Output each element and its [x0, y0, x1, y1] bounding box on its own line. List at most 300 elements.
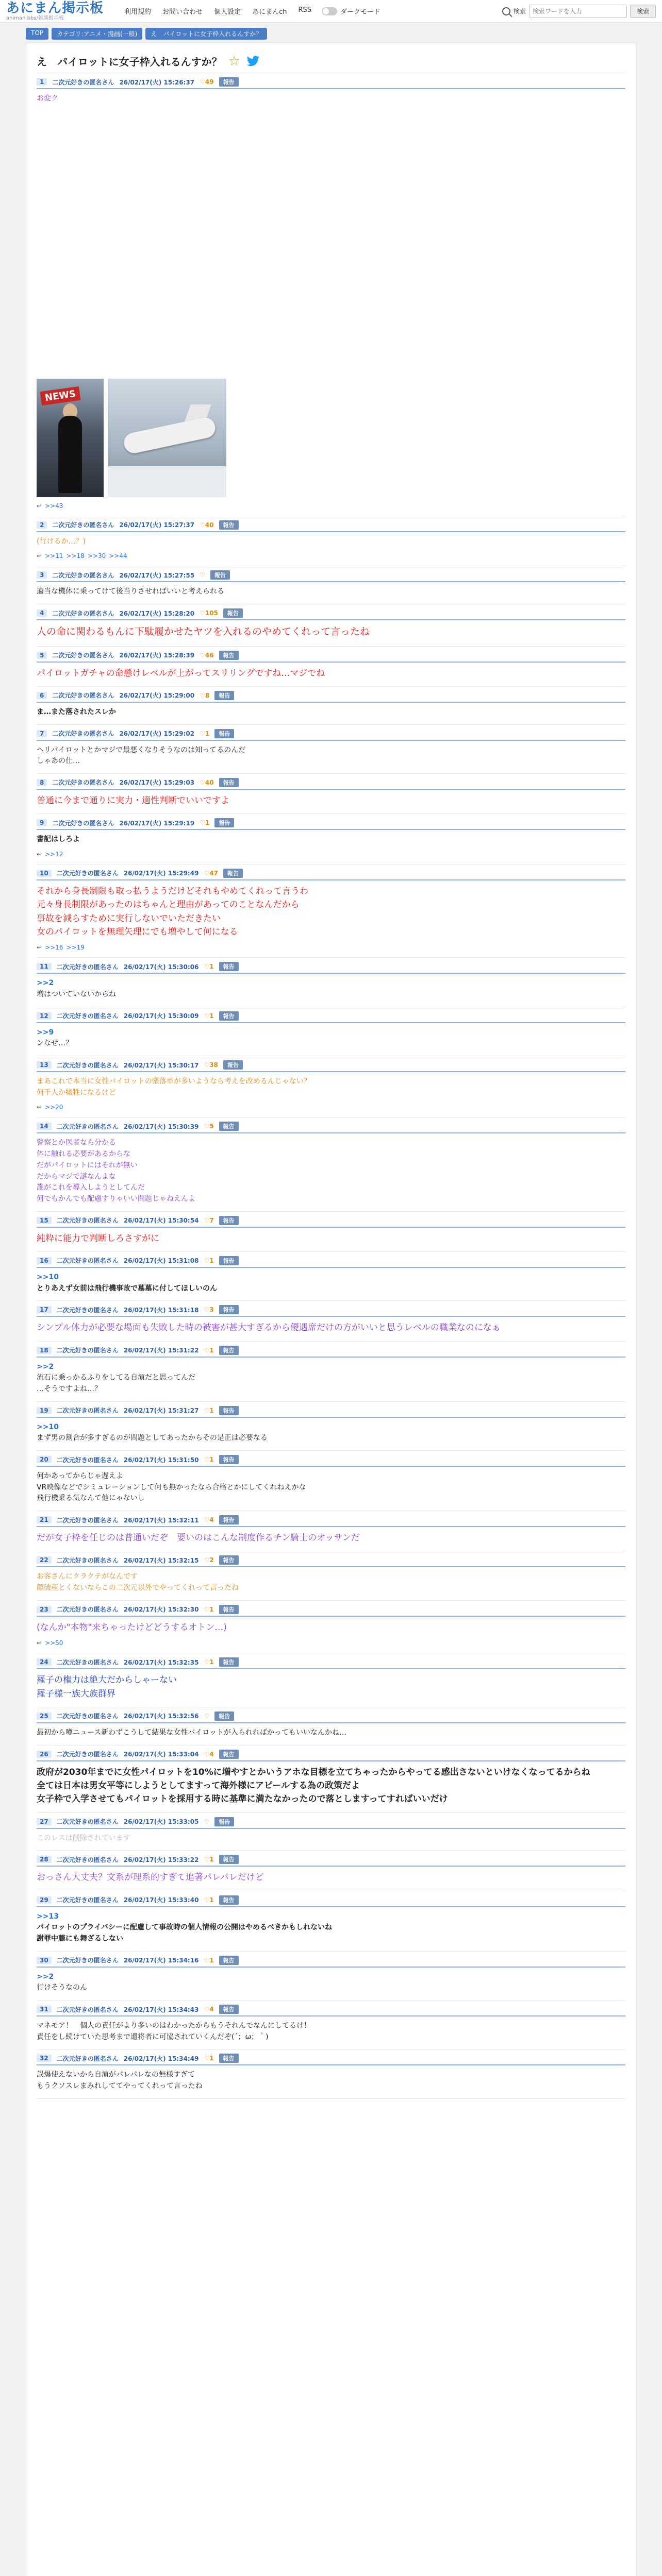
- post-number[interactable]: 7: [37, 730, 47, 737]
- heart-icon[interactable]: ♡: [204, 963, 210, 971]
- breadcrumb-top[interactable]: TOP: [26, 28, 48, 40]
- post-number[interactable]: 1: [37, 78, 47, 86]
- heart-icon[interactable]: ♡: [204, 1556, 210, 1564]
- post-author: 二次元好きの匿名さん: [56, 1606, 119, 1614]
- post-item: [37, 774, 625, 814]
- report-button[interactable]: 報告: [219, 2054, 239, 2063]
- post-text-line: ま…また落されたスレか: [37, 707, 116, 716]
- post-text-line: 元々身長制限があったのはちゃんと理由があってのことなんだから: [37, 900, 300, 910]
- post-item: [37, 1851, 625, 1891]
- heart-icon[interactable]: ♡: [204, 1712, 210, 1720]
- reply-icon: ↩: [37, 944, 42, 952]
- good-value: 1: [205, 819, 210, 827]
- reply-link[interactable]: >>43: [45, 502, 63, 510]
- reply-anchor-link[interactable]: >>10: [37, 1422, 59, 1431]
- good-value: 1: [209, 1896, 214, 1904]
- post-header: [37, 1817, 625, 1829]
- report-button[interactable]: 報告: [219, 962, 239, 971]
- report-button[interactable]: 報告: [219, 1455, 239, 1464]
- post-text-line: パイロットのプライバシーに配慮して事故時の個人情報の公開はやめるべきかもしれないね: [37, 1923, 333, 1932]
- post-header: [37, 1515, 625, 1527]
- post-body: [37, 582, 625, 598]
- report-button[interactable]: 報告: [219, 77, 239, 87]
- heart-icon[interactable]: ♡: [204, 1012, 210, 1020]
- post-body: [37, 663, 625, 680]
- airplane-icon: [122, 415, 217, 455]
- reply-link[interactable]: >>11: [45, 552, 63, 560]
- news-photo-person[interactable]: [37, 379, 104, 497]
- post-text-line: 適当な機体に乗ってけて後当りさせればいいと考えられる: [37, 587, 224, 596]
- reply-links: [37, 1639, 625, 1647]
- reply-link[interactable]: >>44: [109, 552, 127, 560]
- heart-icon[interactable]: ♡: [200, 691, 205, 699]
- good-count[interactable]: [204, 1896, 213, 1904]
- post-date: 26/02/17(火) 15:28:39: [119, 652, 195, 659]
- heart-icon[interactable]: ♡: [204, 1123, 210, 1130]
- heart-icon[interactable]: ♡: [204, 1456, 210, 1464]
- post-item: [37, 1212, 625, 1252]
- good-value: 4: [209, 1750, 214, 1758]
- post-number[interactable]: 13: [37, 1061, 52, 1069]
- post-header: [37, 1555, 625, 1567]
- good-value: 1: [209, 1856, 214, 1863]
- search-button[interactable]: 検索: [630, 5, 656, 18]
- report-button[interactable]: 報告: [219, 1122, 239, 1131]
- post-header: [37, 1216, 625, 1228]
- post-date: 26/02/17(火) 15:32:11: [123, 1516, 199, 1524]
- post-number[interactable]: 14: [37, 1123, 52, 1130]
- report-button[interactable]: 報告: [219, 2005, 239, 2014]
- post-body: [37, 1968, 625, 1994]
- darkmode-toggle[interactable]: [322, 7, 337, 15]
- good-value: 1: [205, 730, 210, 737]
- post-body: [37, 1669, 625, 1701]
- post-item: [37, 2049, 625, 2098]
- reply-anchor-link[interactable]: >>10: [37, 1273, 59, 1281]
- post-body: [37, 1358, 625, 1395]
- post-item: [37, 647, 625, 687]
- report-button[interactable]: 報告: [219, 1216, 239, 1225]
- report-button[interactable]: 報告: [219, 1406, 239, 1415]
- post-number[interactable]: 18: [37, 1347, 52, 1354]
- heart-icon[interactable]: ♡: [204, 1406, 210, 1414]
- report-button[interactable]: 報告: [219, 1855, 239, 1864]
- heart-icon[interactable]: ♡: [204, 1257, 210, 1264]
- good-count[interactable]: [200, 521, 213, 529]
- post-author: 二次元好きの匿名さん: [56, 1012, 119, 1020]
- person-silhouette: [58, 416, 82, 493]
- post-list: [37, 73, 625, 2099]
- post-date: 26/02/17(火) 15:31:27: [123, 1407, 199, 1415]
- post-text-line: とりあえず女前は飛行機事故で墓墓に付してほしいのん: [37, 1284, 217, 1293]
- good-count[interactable]: [200, 819, 209, 826]
- post-body: [37, 1527, 625, 1545]
- post-text-line: 謝罪中藤にも舞ざるしない: [37, 1935, 123, 1943]
- post-item: [37, 1601, 625, 1653]
- good-value: 3: [209, 1306, 214, 1314]
- post-text-line: 警察とか医者なら分かる: [37, 1139, 116, 1147]
- post-number[interactable]: 31: [37, 2006, 52, 2013]
- report-button[interactable]: 報告: [214, 729, 234, 738]
- good-count[interactable]: [204, 1516, 213, 1523]
- good-value: 1: [209, 1605, 214, 1613]
- breadcrumb-thread[interactable]: え パイロットに女子枠入れるんすか？: [145, 28, 267, 40]
- reply-anchor-link[interactable]: >>9: [37, 1028, 54, 1037]
- heart-icon[interactable]: ♡: [200, 609, 205, 617]
- nav-contact[interactable]: お問い合わせ: [162, 8, 203, 16]
- post-text-line: 書記はしろよ: [37, 835, 80, 844]
- post-date: 26/02/17(火) 15:30:17: [123, 1061, 199, 1069]
- post-header: [37, 1455, 625, 1467]
- post-item: [37, 1952, 625, 2001]
- post-date: 26/02/17(火) 15:34:16: [123, 1957, 199, 1964]
- heart-icon[interactable]: ♡: [200, 78, 205, 86]
- post-text-line: 普通に今まで通りに実力・適性判断でいいですよ: [37, 795, 229, 806]
- post-number[interactable]: 6: [37, 692, 47, 699]
- post-item: [37, 865, 625, 958]
- post-body: [37, 2016, 625, 2043]
- post-text-line: しゃあの仕…: [37, 757, 80, 766]
- post-text-line: 誤爆使えないから自演がパレパレなの無様すぎて: [37, 2071, 195, 2079]
- heart-icon[interactable]: ♡: [200, 571, 205, 579]
- post-number[interactable]: 19: [37, 1407, 52, 1414]
- report-button[interactable]: 報告: [223, 608, 243, 618]
- post-header: [37, 1895, 625, 1907]
- post-header: [37, 77, 625, 89]
- post-author: 二次元好きの匿名さん: [56, 1061, 119, 1069]
- report-button[interactable]: 報告: [219, 651, 239, 660]
- reply-link[interactable]: >>50: [45, 1639, 63, 1647]
- report-button[interactable]: 報告: [219, 1305, 239, 1314]
- heart-icon[interactable]: ♡: [204, 1658, 210, 1666]
- good-value: 7: [209, 1216, 214, 1224]
- post-item: [37, 1117, 625, 1211]
- twitter-icon[interactable]: [246, 56, 260, 67]
- post-text-line: 羅子の権力は絶大だからしゃーない: [37, 1675, 177, 1686]
- good-count[interactable]: [200, 779, 213, 786]
- post-text-line: 顔破産とくないならこの二次元以外でやってくれって言ったね: [37, 1584, 239, 1592]
- post-header: [37, 1346, 625, 1358]
- reply-anchor-link[interactable]: >>2: [37, 1362, 54, 1371]
- good-value: 1: [209, 1346, 214, 1354]
- post-item: [37, 1813, 625, 1851]
- heart-icon[interactable]: ♡: [204, 1896, 210, 1904]
- good-count[interactable]: [204, 1606, 213, 1613]
- report-button[interactable]: 報告: [219, 1657, 239, 1667]
- site-title[interactable]: あにまん掲示板: [6, 0, 104, 16]
- post-text-line: (行けるか…？): [37, 537, 86, 546]
- report-button[interactable]: 報告: [219, 1515, 239, 1524]
- good-count[interactable]: [204, 1012, 213, 1020]
- heart-icon[interactable]: ♡: [204, 2055, 210, 2062]
- site-subtitle: animan bbs/雑談掲示板: [6, 15, 64, 21]
- post-number[interactable]: 22: [37, 1556, 52, 1564]
- report-button[interactable]: 報告: [219, 1555, 239, 1565]
- post-number[interactable]: 27: [37, 1818, 52, 1825]
- good-count[interactable]: [204, 1751, 213, 1758]
- heart-icon[interactable]: ♡: [200, 778, 205, 786]
- reply-link[interactable]: >>19: [66, 944, 85, 952]
- reply-link[interactable]: >>20: [45, 1104, 63, 1111]
- heart-icon[interactable]: ♡: [200, 819, 205, 827]
- post-body: [37, 880, 625, 939]
- post-body: [37, 1023, 625, 1049]
- heart-icon[interactable]: ♡: [200, 730, 205, 737]
- heart-icon[interactable]: ♡: [204, 869, 210, 877]
- post-number[interactable]: 24: [37, 1658, 52, 1666]
- good-count[interactable]: [200, 652, 213, 659]
- good-count[interactable]: [204, 1257, 213, 1264]
- post-author: 二次元好きの匿名さん: [56, 1957, 119, 1964]
- post-text-line: それから身長制限も取っ払うようだけどそれもやめてくれって言うわ: [37, 886, 308, 896]
- heart-icon[interactable]: ♡: [204, 1216, 210, 1224]
- good-count[interactable]: [204, 1713, 209, 1720]
- report-button[interactable]: 報告: [214, 1711, 234, 1721]
- post-header: [37, 778, 625, 790]
- heart-icon[interactable]: ♡: [204, 1750, 210, 1758]
- post-item: [37, 604, 625, 646]
- post-header: [37, 1855, 625, 1867]
- reply-link[interactable]: >>16: [45, 944, 63, 952]
- good-count[interactable]: [200, 609, 218, 617]
- post-text-line: まず男の割合が多すぎるのが問題としてあったからその是正は必要なる: [37, 1434, 268, 1443]
- good-value: 2: [209, 1556, 214, 1564]
- post-number[interactable]: 12: [37, 1012, 52, 1020]
- news-image-pair[interactable]: [37, 379, 625, 497]
- post-date: 26/02/17(火) 15:31:18: [123, 1306, 199, 1314]
- nav-terms[interactable]: 利用規約: [124, 8, 152, 16]
- reply-anchor-link[interactable]: >>2: [37, 979, 54, 988]
- star-icon[interactable]: ☆: [228, 53, 240, 69]
- post-body: [37, 1228, 625, 1245]
- heart-icon[interactable]: ♡: [204, 1605, 210, 1613]
- post-number[interactable]: 5: [37, 652, 47, 659]
- report-button[interactable]: 報告: [219, 1956, 239, 1965]
- good-count[interactable]: [204, 963, 213, 970]
- post-text-line: だからマジで謎なんよな: [37, 1172, 116, 1181]
- post-date: 26/02/17(火) 15:27:55: [119, 571, 195, 579]
- post-date: 26/02/17(火) 15:29:03: [119, 779, 195, 787]
- post-number[interactable]: 23: [37, 1606, 52, 1613]
- post-author: 二次元好きの匿名さん: [56, 2055, 119, 2062]
- report-button[interactable]: 報告: [219, 1256, 239, 1265]
- post-header: [37, 729, 625, 741]
- good-count[interactable]: [204, 870, 218, 877]
- post-text-line: だがパイロットにはそれが無い: [37, 1161, 138, 1170]
- good-count[interactable]: [204, 2055, 213, 2062]
- post-item: [37, 2001, 625, 2049]
- post-item: [37, 1653, 625, 1707]
- good-value: 1: [209, 2055, 214, 2062]
- post-blank-space: [37, 105, 625, 372]
- good-value: 4: [209, 1516, 214, 1524]
- post-item: [37, 1007, 625, 1056]
- report-button[interactable]: 報告: [219, 520, 239, 530]
- post-number[interactable]: 30: [37, 1957, 52, 1964]
- reply-anchor-link[interactable]: >>2: [37, 1972, 54, 1981]
- report-button[interactable]: 報告: [219, 1605, 239, 1614]
- post-text-line: 増はついていないからね: [37, 990, 116, 998]
- good-count[interactable]: [204, 1123, 213, 1130]
- good-count[interactable]: [200, 78, 213, 86]
- post-number[interactable]: 21: [37, 1516, 52, 1523]
- post-body: [37, 974, 625, 1000]
- post-header: [37, 2005, 625, 2016]
- post-number[interactable]: 10: [37, 870, 52, 877]
- post-number[interactable]: 26: [37, 1751, 52, 1758]
- post-item: [37, 1301, 625, 1341]
- post-body: [37, 89, 625, 105]
- report-button[interactable]: 報告: [223, 869, 243, 878]
- heart-icon[interactable]: ♡: [204, 1516, 210, 1524]
- post-author: 二次元好きの匿名さん: [52, 779, 114, 787]
- post-header: [37, 1956, 625, 1968]
- post-number[interactable]: 9: [37, 819, 47, 826]
- post-header: [37, 2054, 625, 2065]
- report-button[interactable]: 報告: [219, 1895, 239, 1905]
- nav-rss[interactable]: RSS: [298, 6, 311, 14]
- reply-icon: ↩: [37, 552, 42, 560]
- reply-links: [37, 944, 625, 951]
- post-text-line: 体に触れる必要があるからな: [37, 1150, 130, 1159]
- post-body: [37, 1867, 625, 1884]
- heart-icon[interactable]: ♡: [204, 1346, 210, 1354]
- post-text-line: お変ク: [37, 94, 58, 103]
- post-item: [37, 516, 625, 567]
- post-number[interactable]: 15: [37, 1217, 52, 1224]
- post-author: 二次元好きの匿名さん: [56, 1306, 119, 1314]
- post-item: [37, 1451, 625, 1511]
- post-number[interactable]: 11: [37, 963, 52, 970]
- good-count[interactable]: [204, 1856, 213, 1863]
- post-author: 二次元好きの匿名さん: [56, 1856, 119, 1863]
- report-button[interactable]: 報告: [214, 691, 234, 700]
- post-body: [37, 741, 625, 767]
- post-number[interactable]: 16: [37, 1257, 52, 1264]
- post-text-line: 政府が2030年までに女性パイロットを10%に増やすとかいうアホな目標を立てちゃったからやってる感出さないといけなくなってるからね: [37, 1767, 590, 1777]
- site-logo[interactable]: [6, 2, 104, 21]
- heart-icon[interactable]: ♡: [204, 1856, 210, 1863]
- report-button[interactable]: 報告: [210, 570, 230, 580]
- post-item: [37, 725, 625, 774]
- good-count[interactable]: [204, 1556, 213, 1564]
- post-body: [37, 2065, 625, 2092]
- post-text-line: マネモア！ 個人の責任がより多いのはわかったからもうそれんでなんにしてるけ！: [37, 2022, 311, 2030]
- good-count[interactable]: [204, 2006, 213, 2013]
- search-label: 検索: [513, 8, 526, 15]
- good-count[interactable]: [200, 571, 205, 579]
- good-count[interactable]: [204, 1061, 218, 1069]
- post-number[interactable]: 3: [37, 571, 47, 579]
- good-value: 8: [205, 691, 210, 699]
- post-number[interactable]: 25: [37, 1713, 52, 1720]
- post-number[interactable]: 20: [37, 1456, 52, 1463]
- good-value: 5: [209, 1123, 214, 1130]
- post-number[interactable]: 32: [37, 2055, 52, 2062]
- post-item: [37, 1342, 625, 1402]
- post-text-line: シンプル体力が必要な場面も失敗した時の被害が甚大すぎるから優遇席だけの方がいいと思うレベルの職業なのになぁ: [37, 1323, 501, 1333]
- good-count[interactable]: [200, 730, 209, 737]
- post-text-line: 誰がこれを導入しようとしてんだ: [37, 1183, 145, 1192]
- good-count[interactable]: [204, 1957, 213, 1964]
- post-date: 26/02/17(火) 15:33:22: [123, 1856, 199, 1863]
- report-button[interactable]: 報告: [219, 778, 239, 787]
- good-value: 1: [209, 1406, 214, 1414]
- heart-icon[interactable]: ♡: [200, 521, 205, 529]
- post-body: [37, 532, 625, 548]
- report-button[interactable]: 報告: [219, 1346, 239, 1355]
- good-count[interactable]: [204, 1456, 213, 1463]
- heart-icon[interactable]: ♡: [200, 651, 205, 659]
- report-button[interactable]: 報告: [214, 1817, 234, 1826]
- heart-icon[interactable]: ♡: [204, 2006, 210, 2013]
- post-text-line: 人の命に関わるもんに下駄履かせたヤツを入れるのやめてくれって言ったね: [37, 626, 370, 638]
- post-header: [37, 520, 625, 532]
- reply-link[interactable]: >>12: [45, 850, 63, 858]
- post-date: 26/02/17(火) 15:30:06: [123, 963, 199, 971]
- good-count[interactable]: [204, 1407, 213, 1414]
- breadcrumb-category[interactable]: カテゴリ:アニメ・漫画(一般): [52, 28, 142, 40]
- heart-icon[interactable]: ♡: [204, 1956, 210, 1964]
- post-author: 二次元好きの匿名さん: [56, 1347, 119, 1354]
- heart-icon[interactable]: ♡: [204, 1306, 210, 1314]
- good-count[interactable]: [204, 1658, 213, 1666]
- post-number[interactable]: 2: [37, 521, 47, 529]
- search-input[interactable]: [529, 5, 627, 18]
- post-number[interactable]: 4: [37, 609, 47, 617]
- post-body: [37, 1829, 625, 1844]
- good-count[interactable]: [204, 1347, 213, 1354]
- post-date: 26/02/17(火) 15:34:43: [123, 2006, 199, 2013]
- nav-animanch[interactable]: あにまんch: [252, 8, 287, 16]
- news-photo-airplane[interactable]: [108, 379, 226, 497]
- post-number[interactable]: 17: [37, 1306, 52, 1313]
- post-item: [37, 1511, 625, 1551]
- darkmode-switch[interactable]: [322, 6, 380, 16]
- post-item: [37, 73, 625, 516]
- report-button[interactable]: 報告: [219, 1011, 239, 1021]
- report-button[interactable]: 報告: [214, 818, 234, 827]
- post-number[interactable]: 8: [37, 779, 47, 786]
- post-item: [37, 1252, 625, 1301]
- post-date: 26/02/17(火) 15:32:30: [123, 1606, 199, 1614]
- post-author: 二次元好きの匿名さん: [56, 1658, 119, 1666]
- post-text-line: 何でもかんでも配慮すりゃいい問題じゃねえんよ: [37, 1194, 195, 1203]
- post-body: [37, 620, 625, 639]
- report-button[interactable]: 報告: [223, 1060, 243, 1070]
- post-text-line: 責任をし続けていた思考まで還将者に可協されていくんだぞ(´；ω；｀): [37, 2032, 269, 2041]
- heart-icon[interactable]: ♡: [204, 1061, 210, 1069]
- post-number[interactable]: 28: [37, 1856, 52, 1863]
- report-button[interactable]: 報告: [219, 1750, 239, 1759]
- post-author: 二次元好きの匿名さん: [52, 692, 114, 700]
- good-count[interactable]: [200, 692, 209, 699]
- reply-link[interactable]: >>18: [66, 552, 85, 560]
- post-body: [37, 1567, 625, 1594]
- reply-link[interactable]: >>30: [87, 552, 106, 560]
- post-body: [37, 790, 625, 807]
- good-count[interactable]: [204, 1217, 213, 1224]
- post-number[interactable]: 29: [37, 1896, 52, 1904]
- heart-icon[interactable]: ♡: [204, 1818, 210, 1825]
- nav-settings[interactable]: 個人設定: [214, 8, 241, 16]
- reply-links: [37, 502, 625, 510]
- post-text-line: 女子枠で入学させてもパイロットを採用する時に基準に満たなかったので落としますってすればいいだけ: [37, 1794, 448, 1805]
- reply-anchor-link[interactable]: >>13: [37, 1912, 59, 1921]
- good-count[interactable]: [204, 1306, 213, 1313]
- post-text-line: お客さんにクラクテがなんです: [37, 1572, 138, 1581]
- good-count[interactable]: [204, 1818, 209, 1825]
